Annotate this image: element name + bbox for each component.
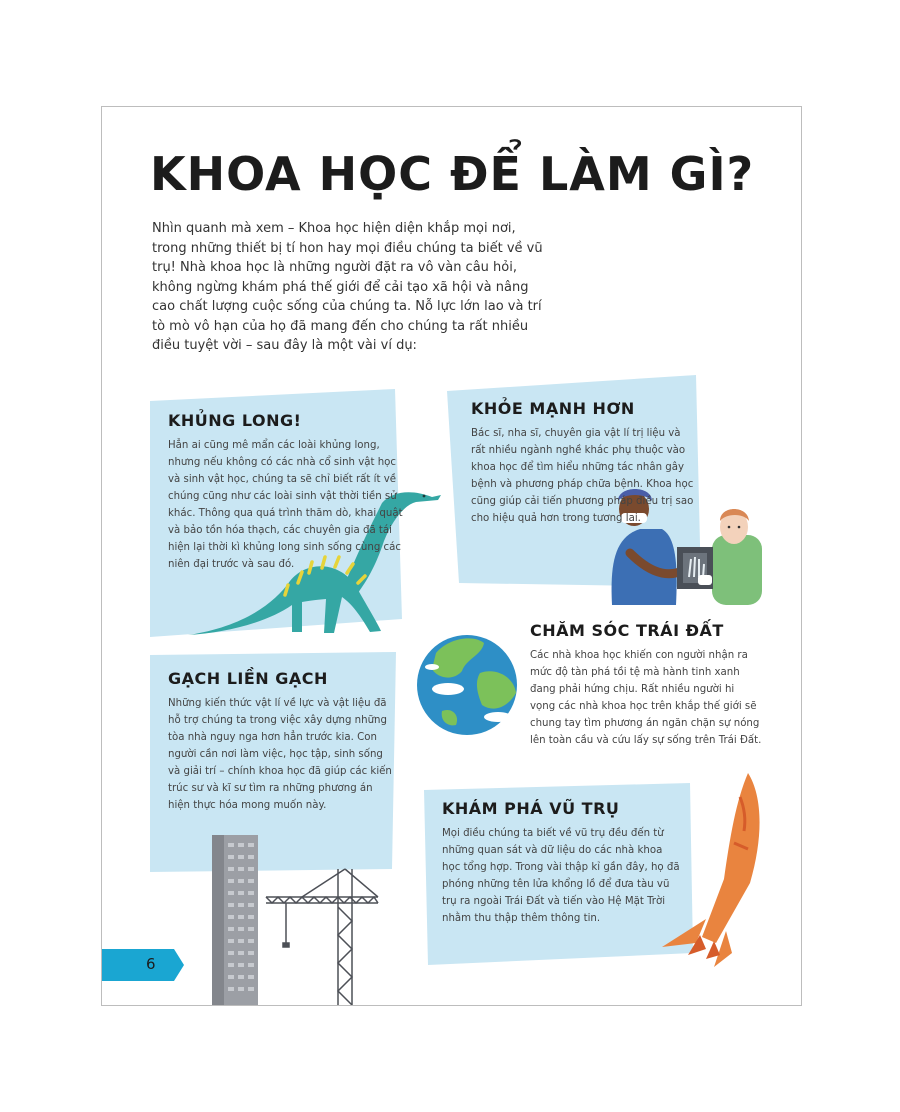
space-heading: KHÁM PHÁ VŨ TRỤ [442, 799, 620, 818]
book-page [101, 106, 802, 1006]
space-text: Mọi điều chúng ta biết về vũ trụ đều đến từ những quan sát và dữ liệu do các nhà khoa học tổng hợp. Trong vài thập kỉ gần đây, họ đã phóng những tên lửa khổng lồ để đưa tàu vũ trụ ra ngoài Trái Đất và tiến vào Hệ Mặt Trời nhằm thu thập thêm thông tin. [442, 828, 680, 924]
intro-paragraph: Nhìn quanh mà xem – Khoa học hiện diện khắp mọi nơi, trong những thiết bị tí hon hay mọi điều chúng ta biết về vũ trụ! Nhà khoa học là những người đặt ra vô vàn câu hỏi, không ngừng khám phá thế giới để cải tạo xã hội và nâng cao chất lượng cuộc sống của chúng ta. Nỗ lực lớn lao và trí tò mò vô hạn của họ đã mang đến cho chúng ta rất nhiều điều tuyệt vời – sau đây là một vài ví dụ: [152, 221, 543, 353]
building-text: Những kiến thức vật lí về lực và vật liệu đã hỗ trợ chúng ta trong việc xây dựng những tòa nhà nguy nga hơn hẳn trước kia. Con người cần nơi làm việc, học tập, sinh sống và giải trí – chính khoa học đã giúp các kiến trúc sư và kĩ sư tìm ra những phương án hiện thực hóa mong muốn này. [168, 698, 392, 811]
crane-illustration [266, 869, 378, 1005]
page-number: 6 [146, 955, 156, 973]
earth-heading: CHĂM SÓC TRÁI ĐẤT [530, 621, 724, 640]
building-heading: GẠCH LIỀN GẠCH [168, 669, 328, 688]
dinosaur-text: Hẳn ai cũng mê mẩn các loài khủng long, nhưng nếu không có các nhà cổ sinh vật học và sinh vật học, chúng ta sẽ chỉ biết rất ít về chúng cũng như các loài sinh vật thời tiền sử khác. Thông qua quá trình thăm dò, khai quật và bảo tồn hóa thạch, các chuyên gia đã tái hiện lại thời kì khủng long sinh sống cùng các niên đại trước và sau đó. [168, 440, 403, 570]
skyscraper-illustration [212, 835, 258, 1005]
page-number-tab-shape [102, 949, 184, 981]
dinosaur-heading: KHỦNG LONG! [168, 411, 302, 430]
page-number-tab [102, 949, 184, 981]
health-heading: KHỎE MẠNH HƠN [471, 399, 635, 418]
earth-illustration [417, 635, 517, 735]
earth-text: Các nhà khoa học khiến con người nhận ra mức độ tàn phá tồi tệ mà hành tinh xanh đang phải hứng chịu. Rất nhiều người hi vọng các nhà khoa học trên khắp thế giới sẽ chung tay tìm phương án ngăn chặn sự nóng lên toàn cầu và cứu lấy sự sống trên Trái Đất. [530, 650, 762, 746]
health-text: Bác sĩ, nha sĩ, chuyên gia vật lí trị liệu và rất nhiều ngành nghề khác phụ thuộc vào khoa học để tìm hiểu những tác nhân gây bệnh và phương pháp chữa bệnh. Khoa học cũng giúp cải tiến phương pháp điều trị sao cho hiệu quả hơn trong tương lai. [471, 428, 694, 524]
page-title: KHOA HỌC ĐỂ LÀM GÌ? [150, 147, 755, 201]
